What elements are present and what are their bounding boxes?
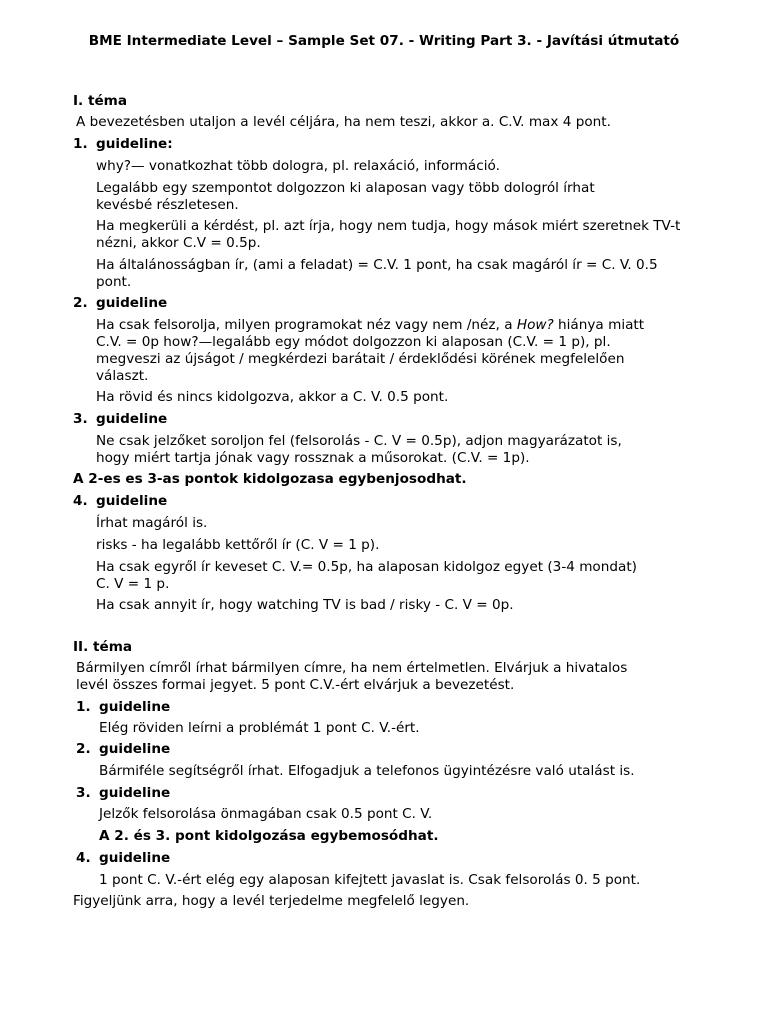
paragraph: nézni, akkor C.V = 0.5p.: [96, 235, 261, 251]
section-2-intro-line: Bármilyen címről írhat bármilyen címre, ha nem értelmetlen. Elvárjuk a hivatalos: [76, 660, 628, 676]
guideline-number: 1.: [73, 136, 88, 152]
closing-note: Figyeljünk arra, hogy a levél terjedelme megfelelő legyen.: [73, 893, 470, 909]
paragraph: C. V = 1 p.: [96, 576, 170, 592]
paragraph: [96, 317, 696, 334]
guideline-label: guideline: [96, 493, 168, 509]
text-run: Ha csak felsorolja, milyen programokat néz vagy nem /néz, a: [96, 317, 517, 333]
guideline-number: 1.: [76, 699, 91, 715]
paragraph: Ha általánosságban ír, (ami a feladat) = C.V. 1 pont, ha csak magáról ír = C. V. 0.5: [96, 257, 658, 273]
paragraph: választ.: [96, 368, 149, 384]
section-1-intro: A bevezetésben utaljon a levél céljára, ha nem teszi, akkor a. C.V. max 4 pont.: [76, 114, 611, 130]
section-1-guideline-2-heading: [73, 295, 167, 312]
paragraph: Ha rövid és nincs kidolgozva, akkor a C. V. 0.5 pont.: [96, 389, 449, 405]
bold-note: A 2-es es 3-as pontok kidolgozasa egybenjosodhat.: [73, 471, 467, 487]
section-1-guideline-1-heading: [73, 136, 173, 153]
paragraph: Legalább egy szempontot dolgozzon ki alaposan vagy több dologról írhat: [96, 180, 595, 196]
paragraph: Jelzők felsorolása önmagában csak 0.5 pont C. V.: [99, 806, 433, 822]
paragraph: Ne csak jelzőket soroljon fel (felsorolás - C. V = 0.5p), adjon magyarázatot is,: [96, 433, 622, 449]
guideline-number: 2.: [73, 295, 88, 311]
bold-note: A 2. és 3. pont kidolgozása egybemosódhat.: [99, 828, 439, 844]
guideline-label: guideline: [99, 741, 171, 757]
guideline-number: 2.: [76, 741, 91, 757]
emphasis-text: How?: [516, 317, 554, 333]
guideline-label: guideline: [96, 295, 168, 311]
guideline-label: guideline: [99, 850, 171, 866]
paragraph: Írhat magáról is.: [96, 515, 208, 531]
section-1-heading: I. téma: [73, 93, 128, 109]
paragraph: kevésbé részletesen.: [96, 197, 239, 213]
paragraph: pont.: [96, 274, 132, 290]
section-2-guideline-3-heading: [76, 785, 170, 802]
paragraph: C.V. = 0p how?—legalább egy módot dolgozzon ki alaposan (C.V. = 1 p), pl.: [96, 334, 611, 350]
section-2-heading: II. téma: [73, 639, 133, 655]
paragraph: Elég röviden leírni a problémát 1 pont C. V.-ért.: [99, 720, 420, 736]
paragraph: why?— vonatkozhat több dologra, pl. relaxáció, információ.: [96, 158, 500, 174]
paragraph: Ha megkerüli a kérdést, pl. azt írja, hogy nem tudja, hogy mások miért szeretnek TV-t: [96, 218, 681, 234]
guideline-number: 4.: [73, 493, 88, 509]
guideline-label: guideline: [99, 699, 171, 715]
paragraph: hogy miért tartja jónak vagy rossznak a műsorokat. (C.V. = 1p).: [96, 450, 530, 466]
section-2-guideline-1-heading: [76, 699, 170, 716]
section-1-guideline-3-heading: [73, 411, 167, 428]
section-2-intro-line: levél összes formai jegyet. 5 pont C.V.-ért elvárjuk a bevezetést.: [76, 677, 515, 693]
paragraph: megveszi az újságot / megkérdezi barátait / érdeklődési körének megfelelően: [96, 351, 625, 367]
paragraph: Ha csak annyit ír, hogy watching TV is bad / risky - C. V = 0p.: [96, 597, 514, 613]
paragraph: Bármiféle segítségről írhat. Elfogadjuk a telefonos ügyintézésre való utalást is.: [99, 763, 635, 779]
guideline-label: guideline:: [96, 136, 173, 152]
guideline-label: guideline: [99, 785, 171, 801]
guideline-label: guideline: [96, 411, 168, 427]
document-title: BME Intermediate Level – Sample Set 07. - Writing Part 3. - Javítási útmutató: [88, 33, 680, 49]
paragraph: 1 pont C. V.-ért elég egy alaposan kifejtett javaslat is. Csak felsorolás 0. 5 pont.: [99, 872, 641, 888]
paragraph: Ha csak egyről ír keveset C. V.= 0.5p, ha alaposan kidolgoz egyet (3-4 mondat): [96, 559, 637, 575]
guideline-number: 4.: [76, 850, 91, 866]
section-2-guideline-2-heading: [76, 741, 170, 758]
section-2-guideline-4-heading: [76, 850, 170, 867]
paragraph: risks - ha legalább kettőről ír (C. V = 1 p).: [96, 537, 380, 553]
guideline-number: 3.: [76, 785, 91, 801]
section-1-guideline-4-heading: [73, 493, 167, 510]
text-run: hiánya miatt: [553, 317, 645, 333]
guideline-number: 3.: [73, 411, 88, 427]
